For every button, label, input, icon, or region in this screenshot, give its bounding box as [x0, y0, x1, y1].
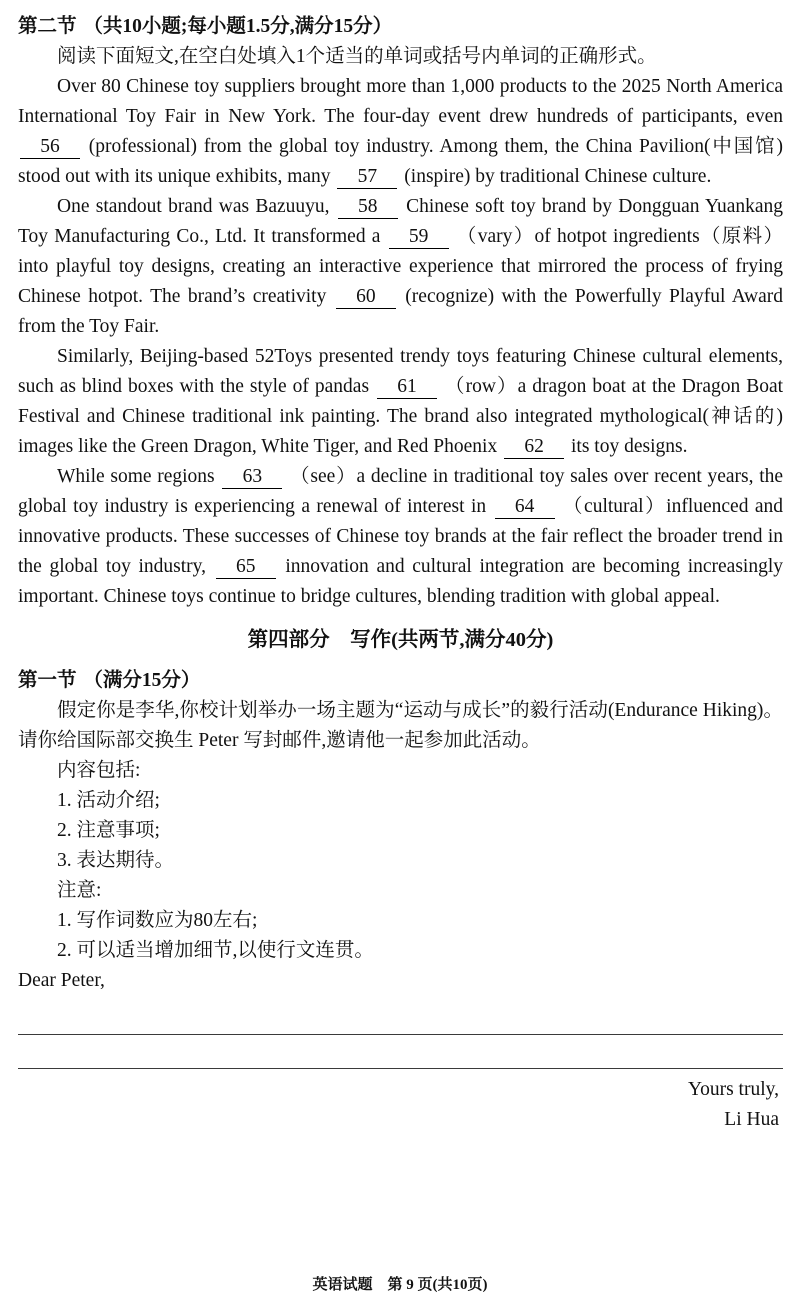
note-item-2: 2. 可以适当增加细节,以使行文连贯。: [57, 940, 374, 961]
text-segment: (professional) from the global toy industry. Among them, the China Pavilion(中国馆) stood out with its unique exhibits, many: [18, 136, 783, 187]
cloze-paragraph-2: [18, 192, 783, 342]
note-item-1: 1. 写作词数应为80左右;: [57, 910, 258, 931]
text-segment: Similarly, Beijing-based 52Toys presented trendy toys featuring Chinese cultural elements, such as blind boxes with the style of pandas: [18, 346, 783, 397]
text-segment: While some regions: [57, 466, 215, 487]
text-segment: （see）a decline in traditional toy sales over recent years, the global toy industry is experiencing a renewal of interest in: [18, 466, 784, 517]
answer-writing-line: [18, 1035, 783, 1069]
blank-63: 63: [222, 466, 282, 489]
blank-60: 60: [336, 286, 396, 309]
text-segment: Over 80 Chinese toy suppliers brought more than 1,000 products to the 2025 North America International Toy Fair in New York. The four-day event drew hundreds of participants, even: [18, 76, 783, 127]
blank-61: 61: [377, 376, 437, 399]
section4-part1-heading-line: [18, 666, 783, 696]
text-segment: (recognize) with the Powerfully Playful Award from the Toy Fair.: [18, 286, 784, 337]
blank-57: 57: [337, 166, 397, 189]
text-segment: （cultural）influenced and innovative products. These successes of Chinese toy brands at the fair reflect the broader trend in the global toy industry,: [18, 496, 784, 577]
content-label: 内容包括:: [57, 760, 141, 781]
content-item-3: 3. 表达期待。: [57, 850, 175, 871]
page-footer: 英语试题 第 9 页(共10页): [312, 1277, 488, 1293]
cloze-paragraph-4: [18, 462, 783, 612]
writing-prompt: 假定你是李华,你校计划举办一场主题为“运动与成长”的毅行活动(Endurance Hiking)。请你给国际部交换生 Peter 写封邮件,邀请他一起参加此活动。: [18, 700, 783, 751]
section2-score-note: （共10小题;每小题1.5分,满分15分）: [83, 16, 393, 37]
section4-heading: 第四部分 写作(共两节,满分40分): [247, 629, 554, 651]
letter-closing: Yours truly,: [687, 1079, 779, 1100]
text-segment: Chinese soft toy brand by Dongguan Yuankang Toy Manufacturing Co., Ltd. It transformed a: [18, 196, 784, 247]
answer-writing-line: [18, 1001, 783, 1035]
blank-56: 56: [20, 136, 80, 159]
content-item-1: 1. 活动介绍;: [57, 790, 160, 811]
text-segment: its toy designs.: [570, 436, 688, 457]
section2-heading-line: [18, 12, 783, 42]
text-segment: innovation and cultural integration are becoming increasingly important. Chinese toys continue to bridge cultures, blending tradition with global appeal.: [18, 556, 783, 607]
blank-58: 58: [338, 196, 398, 219]
part1-score-note: （满分15分）: [83, 670, 201, 691]
notes-label: 注意:: [57, 880, 102, 901]
blank-65: 65: [216, 556, 276, 579]
text-segment: One standout brand was Bazuuyu,: [57, 196, 330, 217]
letter-signature: Li Hua: [724, 1109, 779, 1130]
content-item-2: 2. 注意事项;: [57, 820, 160, 841]
section2-title: 第二节: [18, 16, 77, 37]
section2-instruction: 阅读下面短文,在空白处填入1个适当的单词或括号内单词的正确形式。: [57, 46, 657, 67]
letter-salutation: Dear Peter,: [18, 970, 105, 991]
part1-title: 第一节: [18, 670, 77, 691]
text-segment: （vary）of hotpot ingredients（原料）into playful toy designs, creating an interactive experience that mirrored the process of frying Chinese hotpot. The brand’s creativity: [18, 226, 784, 307]
cloze-paragraph-1: [18, 72, 783, 192]
text-segment: (inspire) by traditional Chinese culture.: [404, 166, 712, 187]
blank-64: 64: [495, 496, 555, 519]
blank-62: 62: [504, 436, 564, 459]
text-segment: （row）a dragon boat at the Dragon Boat Festival and Chinese traditional ink painting. The brand also integrated mythological(神话的) images like the Green Dragon, White Tiger, and Red Phoenix: [18, 376, 784, 457]
cloze-paragraph-3: [18, 342, 783, 462]
blank-59: 59: [389, 226, 449, 249]
